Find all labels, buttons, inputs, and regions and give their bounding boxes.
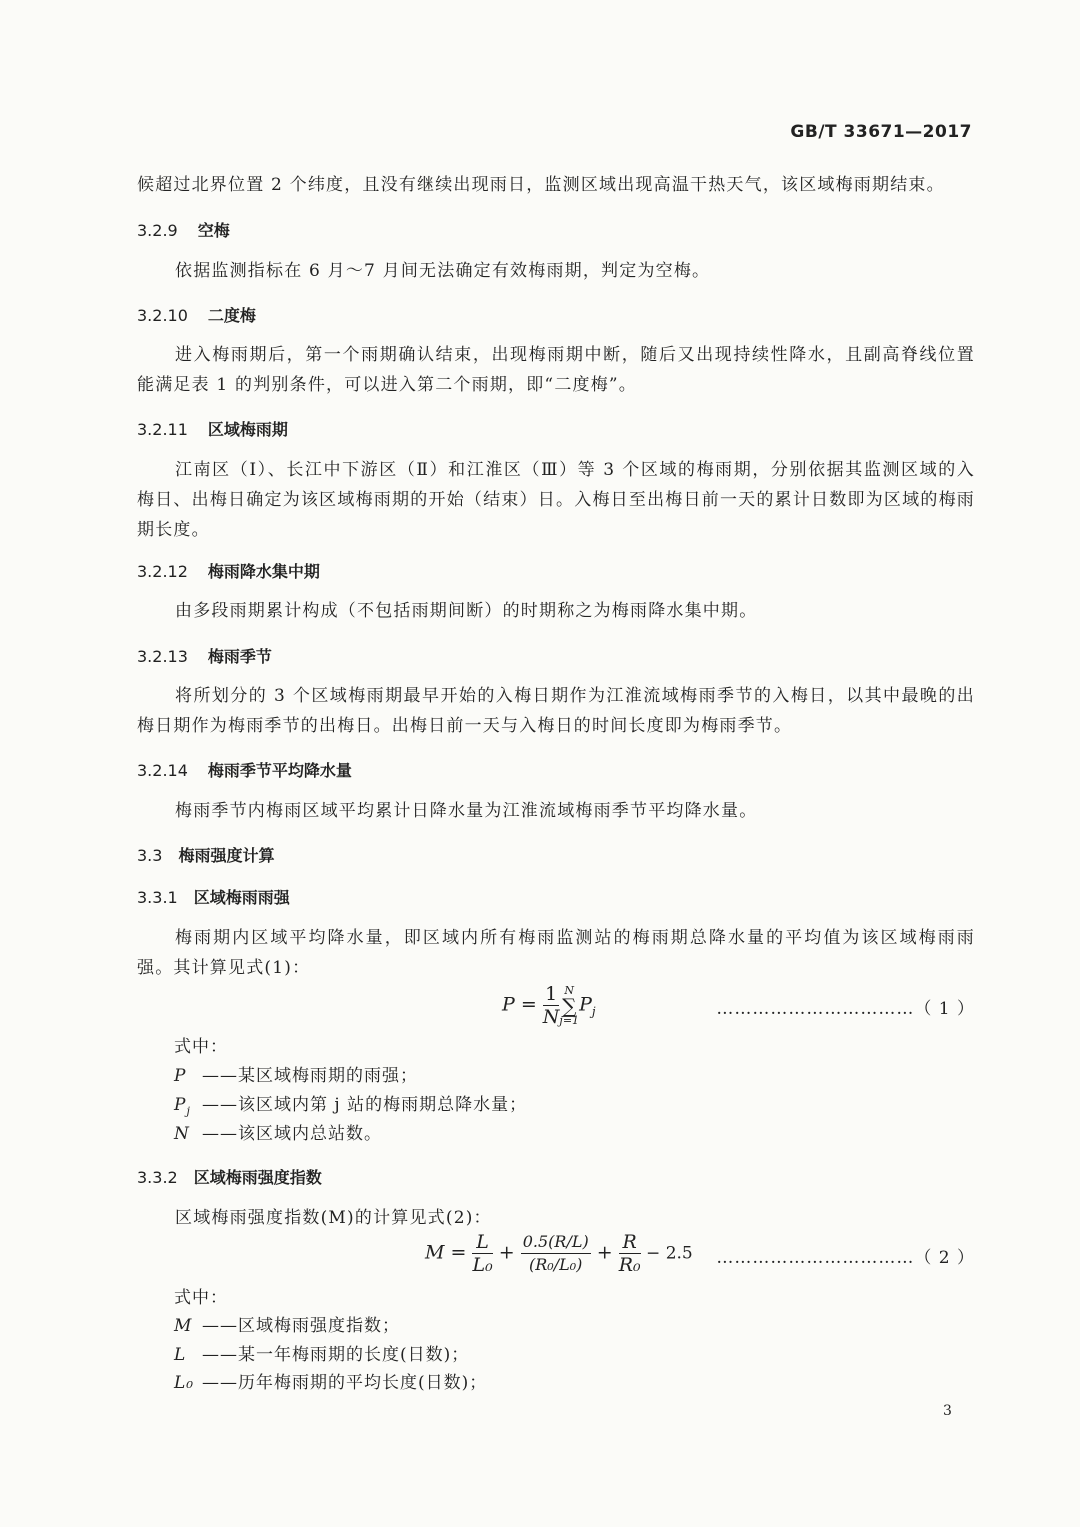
- variable-definition: [174, 1119, 382, 1149]
- section-title: 梅雨季节: [207, 647, 272, 666]
- equation-number-2: ……………………………（ 2 ）: [716, 1248, 975, 1268]
- sum-term-subscript: j: [591, 1004, 596, 1019]
- variable-symbol: N: [174, 1124, 190, 1144]
- page-number: 3: [943, 1403, 952, 1419]
- section-title: 区域梅雨雨强: [193, 888, 290, 907]
- formula-lhs: P: [502, 993, 515, 1016]
- variable-description: ——某一年梅雨期的长度(日数)；: [202, 1345, 470, 1365]
- section-body-3-2-13: 将所划分的 3 个区域梅雨期最早开始的入梅日期作为江淮流域梅雨季节的入梅日，以其中最晚的出梅日期作为梅雨季节的出梅日。出梅日前一天与入梅日的时间长度即为梅雨季节。: [137, 686, 975, 736]
- variable-description: ——某区域梅雨期的雨强；: [202, 1066, 418, 1086]
- section-heading-3-3: [137, 843, 274, 866]
- variable-definition: [174, 1311, 400, 1341]
- section-number: 3.2.14: [137, 761, 188, 780]
- section-body-3-2-11: 江南区（Ⅰ）、长江中下游区（Ⅱ）和江淮区（Ⅲ）等 3 个区域的梅雨期，分别依据其监测区域的入梅日、出梅日确定为该区域梅雨期的开始（结束）日。入梅日至出梅日前一天的累计日数即为区域的梅雨期长度。: [137, 460, 975, 540]
- formula-fraction: [472, 1231, 492, 1276]
- section-heading-3-3-2: [137, 1165, 322, 1188]
- variable-description: ——该区域内总站数。: [202, 1124, 382, 1144]
- formula-lhs: M: [425, 1241, 445, 1264]
- section-body-3-3-1: 梅雨期内区域平均降水量，即区域内所有梅雨监测站的梅雨期总降水量的平均值为该区域梅雨雨强。其计算见式(1)：: [137, 928, 975, 978]
- section-heading-3-2-13: [137, 644, 272, 667]
- section-number: 3.3.1: [137, 888, 178, 907]
- variable-definition: [174, 1368, 487, 1398]
- fraction-denominator: L₀: [472, 1254, 493, 1276]
- section-body-3-2-12: 由多段雨期累计构成（不包括雨期间断）的时期称之为梅雨降水集中期。: [175, 601, 758, 621]
- standard-code: GB/T 33671—2017: [790, 122, 972, 142]
- fraction-numerator: R: [619, 1231, 641, 1254]
- section-body-3-2-9: 依据监测指标在 6 月～7 月间无法确定有效梅雨期，判定为空梅。: [175, 261, 711, 281]
- section-body-3-2-10: 进入梅雨期后，第一个雨期确认结束，出现梅雨期中断，随后又出现持续性降水，且副高脊线位置能满足表 1 的判别条件，可以进入第二个雨期，即“二度梅”。: [137, 345, 975, 395]
- summation-symbol: N ∑ j=1: [559, 983, 580, 1027]
- variable-symbol: P: [174, 1066, 187, 1086]
- formula-2: M = $\frac{L}{\text{L₀}}$ + $\frac{0.5(R/L)}{\text{(R₀/L₀)}}$ + $\frac{R}{\text{R₀}}$ − 2.5: [425, 1231, 693, 1276]
- section-title: 区域梅雨强度指数: [193, 1168, 322, 1187]
- variable-description: ——历年梅雨期的平均长度(日数)；: [202, 1373, 488, 1393]
- sum-upper-limit: N: [564, 983, 575, 997]
- equation-number-1: ……………………………（ 1 ）: [716, 999, 975, 1019]
- section-number: 3.2.10: [137, 306, 188, 325]
- section-body-3-3-2: 区域梅雨强度指数(M)的计算见式(2)：: [175, 1208, 492, 1228]
- fraction-numerator: L: [472, 1231, 492, 1254]
- sum-lower-limit: j=1: [559, 1013, 580, 1027]
- variable-description: ——该区域内第 j 站的梅雨期总降水量；: [202, 1095, 528, 1115]
- section-number: 3.3: [137, 846, 163, 865]
- formula-fraction: [543, 983, 560, 1028]
- formula-constant: − 2.5: [646, 1243, 693, 1264]
- section-heading-3-2-10: [137, 303, 256, 326]
- section-heading-3-2-14: [137, 758, 352, 781]
- fraction-denominator: R₀: [618, 1254, 641, 1276]
- variable-description: ——区域梅雨强度指数；: [202, 1316, 400, 1336]
- section-number: 3.2.11: [137, 420, 188, 439]
- fraction-denominator: (R₀/L₀): [529, 1255, 583, 1274]
- section-title: 梅雨强度计算: [178, 846, 275, 865]
- section-heading-3-3-1: [137, 885, 290, 908]
- section-number: 3.3.2: [137, 1168, 178, 1187]
- variable-symbol: M: [174, 1316, 193, 1336]
- section-title: 区域梅雨期: [207, 420, 288, 439]
- where-label-2: 式中：: [174, 1288, 228, 1308]
- section-number: 3.2.12: [137, 562, 188, 581]
- intro-paragraph: 候超过北界位置 2 个纬度，且没有继续出现雨日，监测区域出现高温干热天气，该区域梅雨期结束。: [137, 175, 945, 195]
- section-heading-3-2-11: [137, 417, 288, 440]
- section-heading-3-2-12: [137, 559, 320, 582]
- section-number: 3.2.9: [137, 221, 178, 240]
- section-title: 空梅: [197, 221, 230, 240]
- section-title: 梅雨降水集中期: [207, 562, 320, 581]
- fraction-denominator: N: [542, 1006, 560, 1028]
- variable-symbol: $P_j$: [174, 1095, 191, 1118]
- formula-fraction: [619, 1231, 641, 1276]
- section-body-3-2-14: 梅雨季节内梅雨区域平均累计日降水量为江淮流域梅雨季节平均降水量。: [175, 801, 758, 821]
- variable-definition: [174, 1340, 469, 1370]
- sum-term: P: [579, 993, 592, 1016]
- formula-fraction: [521, 1231, 591, 1276]
- formula-1: P = $\frac{1}{N}$ N ∑ j=1 $P_j$: [502, 983, 596, 1028]
- where-label-1: 式中：: [174, 1037, 228, 1057]
- section-heading-3-2-9: [137, 218, 230, 241]
- section-title: 二度梅: [207, 306, 256, 325]
- variable-symbol: L: [174, 1345, 187, 1365]
- fraction-numerator: 0.5(R/L): [521, 1231, 591, 1254]
- section-number: 3.2.13: [137, 647, 188, 666]
- variable-definition: [174, 1061, 418, 1091]
- fraction-numerator: 1: [543, 983, 560, 1006]
- section-title: 梅雨季节平均降水量: [207, 761, 352, 780]
- variable-symbol: L₀: [174, 1373, 195, 1393]
